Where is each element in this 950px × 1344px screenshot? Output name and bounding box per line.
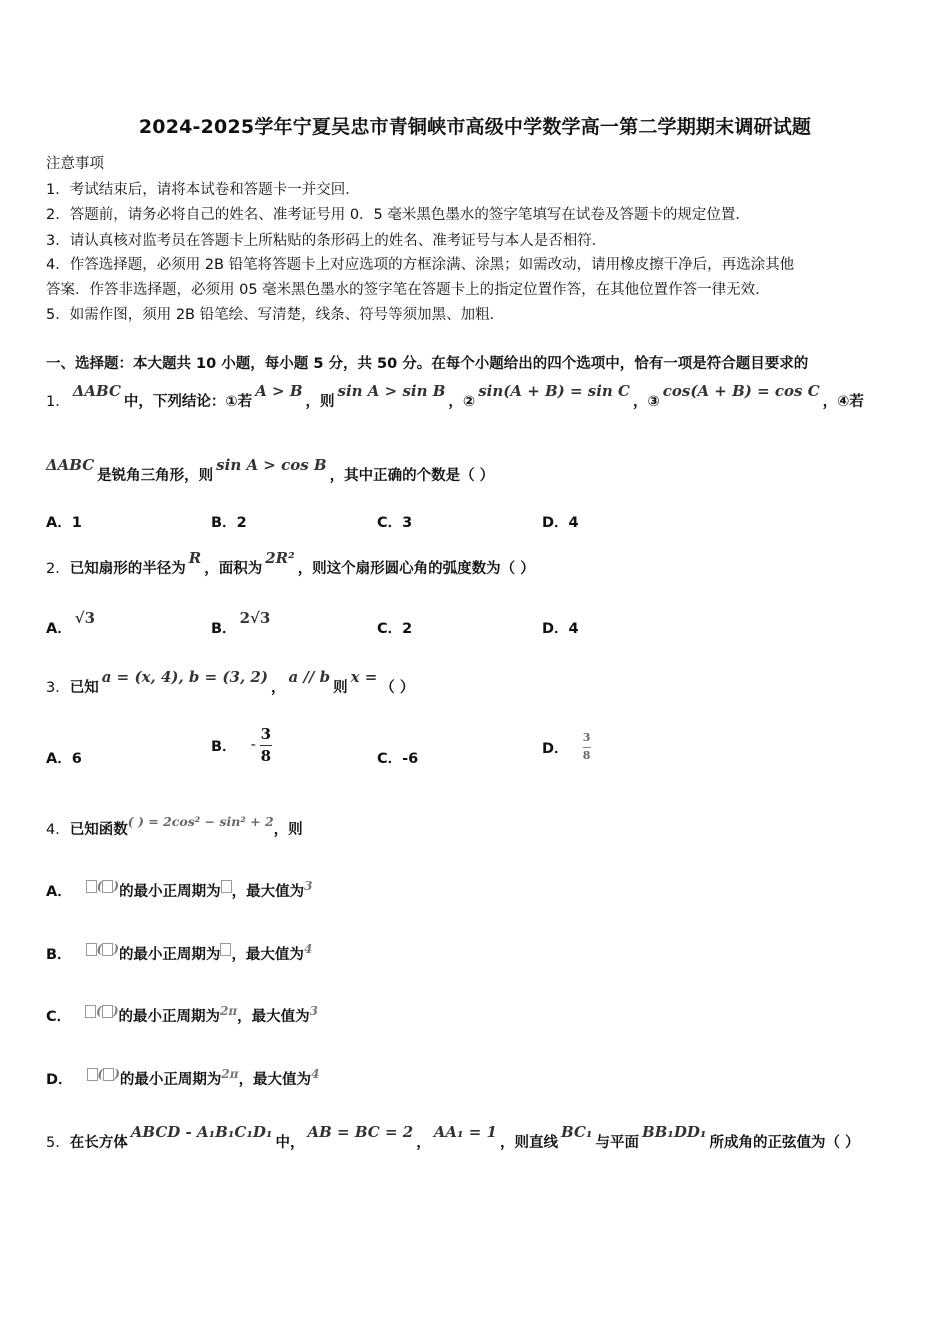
stem-text: 已知: [69, 680, 99, 696]
notice-heading: 注意事项: [46, 156, 104, 172]
function-image: ( ) = 2cos² − sin² + 2: [127, 814, 274, 829]
stem-text: ，: [416, 1135, 431, 1151]
section-heading: 一、选择题：本大题共 10 小题，每小题 5 分，共 50 分。在每个小题给出的四个选项中，恰有一项是符合题目要求的: [46, 356, 809, 372]
q2-option-d[interactable]: D．4: [542, 621, 579, 637]
math-expr: cos(A + B) = cos C: [662, 382, 820, 400]
q4-option-a[interactable]: A． ( )的最小正周期为 ，最大值为3: [46, 879, 313, 900]
fraction: $\frac{3}{8}$: [582, 731, 591, 762]
page-title: 2024-2025学年宁夏吴忠市青铜峡市高级中学数学高一第二学期期末调研试题: [138, 116, 812, 138]
stem-text: ，: [270, 680, 286, 696]
math-expr: BC₁: [560, 1123, 593, 1141]
question-number: 1．: [46, 394, 70, 410]
notice-item-1: 1．考试结束后，请将本试卷和答题卡一并交回．: [46, 182, 360, 198]
stem-text: 在长方体: [69, 1135, 128, 1151]
stem-text: ，其中正确的个数是（ ）: [329, 468, 495, 484]
math-expr: a = (x, 4), b = (3, 2): [101, 668, 268, 686]
math-expr: R: [188, 549, 202, 567]
stem-text: （ ）: [380, 680, 415, 696]
math-expr: ABCD - A₁B₁C₁D₁: [130, 1123, 273, 1141]
math-expr: sin A > sin B: [337, 382, 446, 400]
question-3-stem: [46, 668, 415, 697]
stem-text: ，④若: [822, 394, 864, 410]
notice-item-4-cont: 答案．作答非选择题，必须用 05 毫米黑色墨水的签字笔在答题卡上的指定位置作答，在其他位置作答一律无效．: [46, 282, 770, 298]
question-1-stem-cont: [46, 456, 495, 485]
fraction: $\frac{3}{8}$: [260, 725, 272, 765]
stem-text: ，②: [448, 394, 476, 410]
stem-text: 已知函数: [69, 822, 128, 838]
notice-item-3: 3．请认真核对监考员在答题卡上所粘贴的条形码上的姓名、准考证号与本人是否相符．: [46, 233, 607, 249]
q1-option-b[interactable]: B．2: [211, 515, 247, 531]
stem-text: 是锐角三角形，则: [97, 468, 214, 484]
math-expr: ΔABC: [72, 382, 121, 400]
math-expr: x =: [350, 668, 378, 686]
stem-text: 则: [333, 680, 348, 696]
question-4-stem: [46, 814, 303, 839]
q3-option-b[interactable]: B． - $\frac{3}{8}$: [211, 725, 272, 765]
stem-text: 中，下列结论：①若: [123, 394, 253, 410]
q3-option-c[interactable]: C．-6: [377, 751, 419, 767]
stem-text: 已知扇形的半径为: [69, 561, 186, 577]
q4-option-b[interactable]: B． ( )的最小正周期为 ，最大值为4: [46, 942, 313, 963]
q2-option-b[interactable]: B．2√3: [211, 609, 271, 637]
q3-option-d[interactable]: D． $\frac{3}{8}$: [542, 731, 591, 762]
stem-text: ，则直线: [499, 1135, 558, 1151]
math-expr: BB₁DD₁: [641, 1123, 707, 1141]
q2-option-a[interactable]: A．√3: [46, 609, 96, 637]
math-expr: AA₁ = 1: [433, 1123, 497, 1141]
question-number: 3．: [46, 680, 70, 696]
math-expr: sin(A + B) = sin C: [478, 382, 630, 400]
question-1-stem: [46, 382, 864, 411]
question-number: 5．: [46, 1135, 70, 1151]
q4-option-d[interactable]: D． ( )的最小正周期为2π，最大值为4: [46, 1067, 320, 1088]
q2-option-c[interactable]: C．2: [377, 621, 413, 637]
notice-item-4: 4．作答选择题，必须用 2B 铅笔将答题卡上对应选项的方框涂满、涂黑；如需改动，请用橡皮擦干净后，再选涂其他: [46, 257, 795, 273]
notice-item-2: 2．答题前，请务必将自己的姓名、准考证号用 0．5 毫米黑色墨水的签字笔填写在试卷及答题卡的规定位置．: [46, 207, 750, 223]
stem-text: ，面积为: [204, 561, 263, 577]
stem-text: ，则: [273, 822, 303, 838]
stem-text: ，③: [632, 394, 660, 410]
math-expr: ΔABC: [46, 456, 95, 474]
question-number: 4．: [46, 822, 70, 838]
math-expr: a // b: [288, 668, 331, 686]
stem-text: 与平面: [595, 1135, 639, 1151]
stem-text: 所成角的正弦值为（ ）: [709, 1135, 860, 1151]
q3-option-a[interactable]: A．6: [46, 751, 82, 767]
math-expr: sin A > cos B: [216, 456, 327, 474]
stem-text: ，则这个扇形圆心角的弧度数为（ ）: [297, 561, 535, 577]
q1-option-d[interactable]: D．4: [542, 515, 579, 531]
q4-option-c[interactable]: C． ( )的最小正周期为2π，最大值为3: [46, 1004, 319, 1025]
stem-text: ，则: [305, 394, 335, 410]
math-expr: A > B: [255, 382, 303, 400]
q1-option-c[interactable]: C．3: [377, 515, 413, 531]
question-5-stem: [46, 1123, 860, 1152]
question-2-stem: [46, 549, 535, 578]
stem-text: 中，: [275, 1135, 305, 1151]
q1-option-a[interactable]: A．1: [46, 515, 82, 531]
math-expr: 2R²: [265, 549, 295, 567]
notice-item-5: 5．如需作图，须用 2B 铅笔绘、写清楚，线条、符号等须加黑、加粗．: [46, 307, 505, 323]
question-number: 2．: [46, 561, 70, 577]
math-expr: AB = BC = 2: [307, 1123, 414, 1141]
